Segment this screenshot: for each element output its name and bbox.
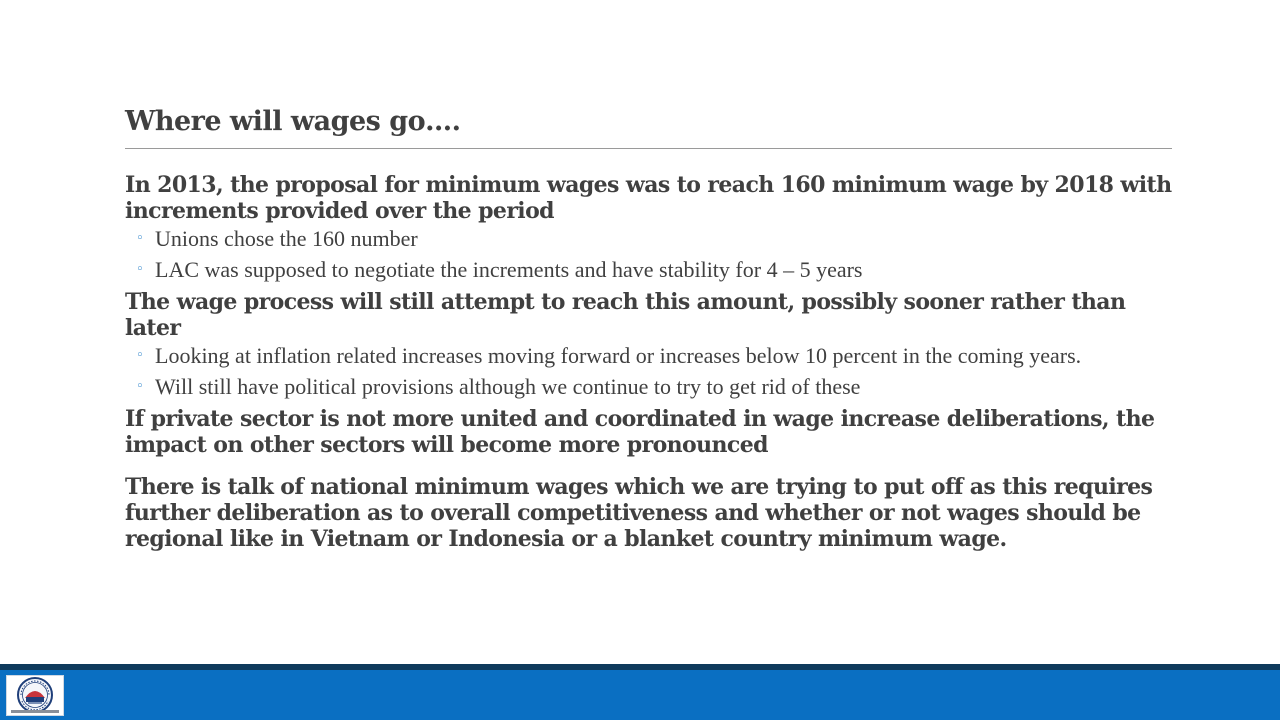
sub-bullet-icon: ◦ xyxy=(136,348,144,363)
bullet-text: If private sector is not more united and coordinated in wage increase deliberations, the impact on other sectors will become more pronounced xyxy=(125,406,1155,458)
sub-bullet-icon: ◦ xyxy=(136,231,144,246)
sub-bullet xyxy=(125,375,1175,398)
bullet-block xyxy=(125,172,1175,281)
footer-bar xyxy=(0,670,1280,720)
sub-bullet-icon: ◦ xyxy=(136,379,144,394)
sub-bullet-text: Will still have political provisions although we continue to try to get rid of these xyxy=(155,374,861,399)
sub-bullet xyxy=(125,344,1175,367)
bullet-text: There is talk of national minimum wages which we are trying to put off as this requires further deliberation as to overall competitiveness and whether or not wages should be regional like in Vietnam or Indonesia or a blanket country minimum wage. xyxy=(125,474,1153,552)
federation-seal-logo-icon xyxy=(6,675,64,716)
seal-icon xyxy=(7,676,63,715)
sub-bullet-list xyxy=(125,344,1175,398)
sub-bullet-text: LAC was supposed to negotiate the increments and have stability for 4 – 5 years xyxy=(155,257,863,282)
slide-body xyxy=(125,172,1175,560)
bullet-text: The wage process will still attempt to reach this amount, possibly sooner rather than later xyxy=(125,289,1126,341)
bullet-text: In 2013, the proposal for minimum wages was to reach 160 minimum wage by 2018 with increments provided over the period xyxy=(125,172,1172,224)
bullet-block xyxy=(125,289,1175,398)
bullet-block xyxy=(125,474,1175,552)
sub-bullet xyxy=(125,258,1175,281)
sub-bullet-text: Looking at inflation related increases moving forward or increases below 10 percent in the coming years. xyxy=(155,343,1082,368)
title-divider xyxy=(125,148,1172,149)
sub-bullet xyxy=(125,227,1175,250)
slide-title: Where will wages go…. xyxy=(125,106,461,137)
bullet-block xyxy=(125,406,1175,458)
sub-bullet-list xyxy=(125,227,1175,281)
sub-bullet-icon: ◦ xyxy=(136,262,144,277)
sub-bullet-text: Unions chose the 160 number xyxy=(155,226,418,251)
